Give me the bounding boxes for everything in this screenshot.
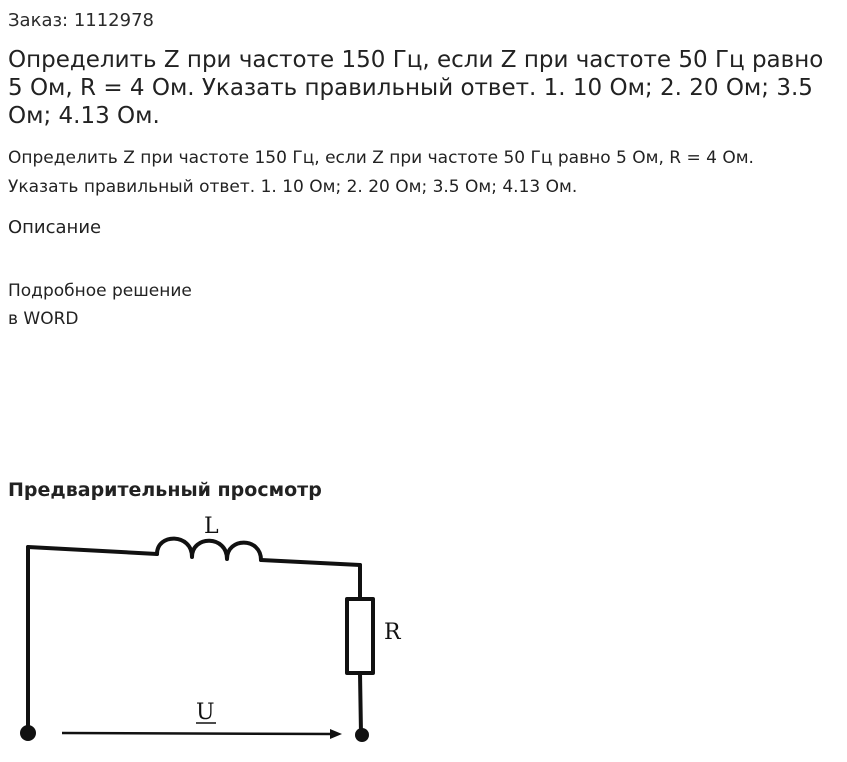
preview-heading: Предварительный просмотр [8, 479, 322, 501]
terminal-left [20, 725, 36, 741]
task-text: Определить Z при частоте 150 Гц, если Z при частоте 50 Гц равно 5 Ом, R = 4 Ом. Указать правильный ответ. 1. 10 Ом; 2. 20 Ом; 3.5 Ом; 4.13 Ом. [8, 148, 754, 197]
page-title: Определить Z при частоте 150 Гц, если Z при частоте 50 Гц равно 5 Ом, R = 4 Ом. Указать правильный ответ. 1. 10 Ом; 2. 20 Ом; 3.5 Ом; 4.13 Ом. [8, 47, 824, 129]
wire-top-left [28, 547, 157, 554]
description-line: в WORD [8, 309, 79, 329]
inductor-label: L [204, 514, 219, 539]
description-line: Подробное решение [8, 281, 192, 301]
order-number: Заказ: 1112978 [8, 10, 154, 31]
circuit-diagram [0, 505, 420, 755]
voltage-label: U [196, 700, 215, 725]
description-heading: Описание [8, 217, 102, 238]
terminal-right [355, 728, 369, 742]
voltage-arrow [62, 733, 334, 734]
resistor [347, 599, 373, 673]
wire-right-lower [360, 673, 361, 734]
voltage-arrow-head [330, 729, 342, 739]
wire-top-right [261, 560, 360, 565]
inductor-coil [157, 539, 261, 560]
resistor-label: R [384, 620, 401, 645]
